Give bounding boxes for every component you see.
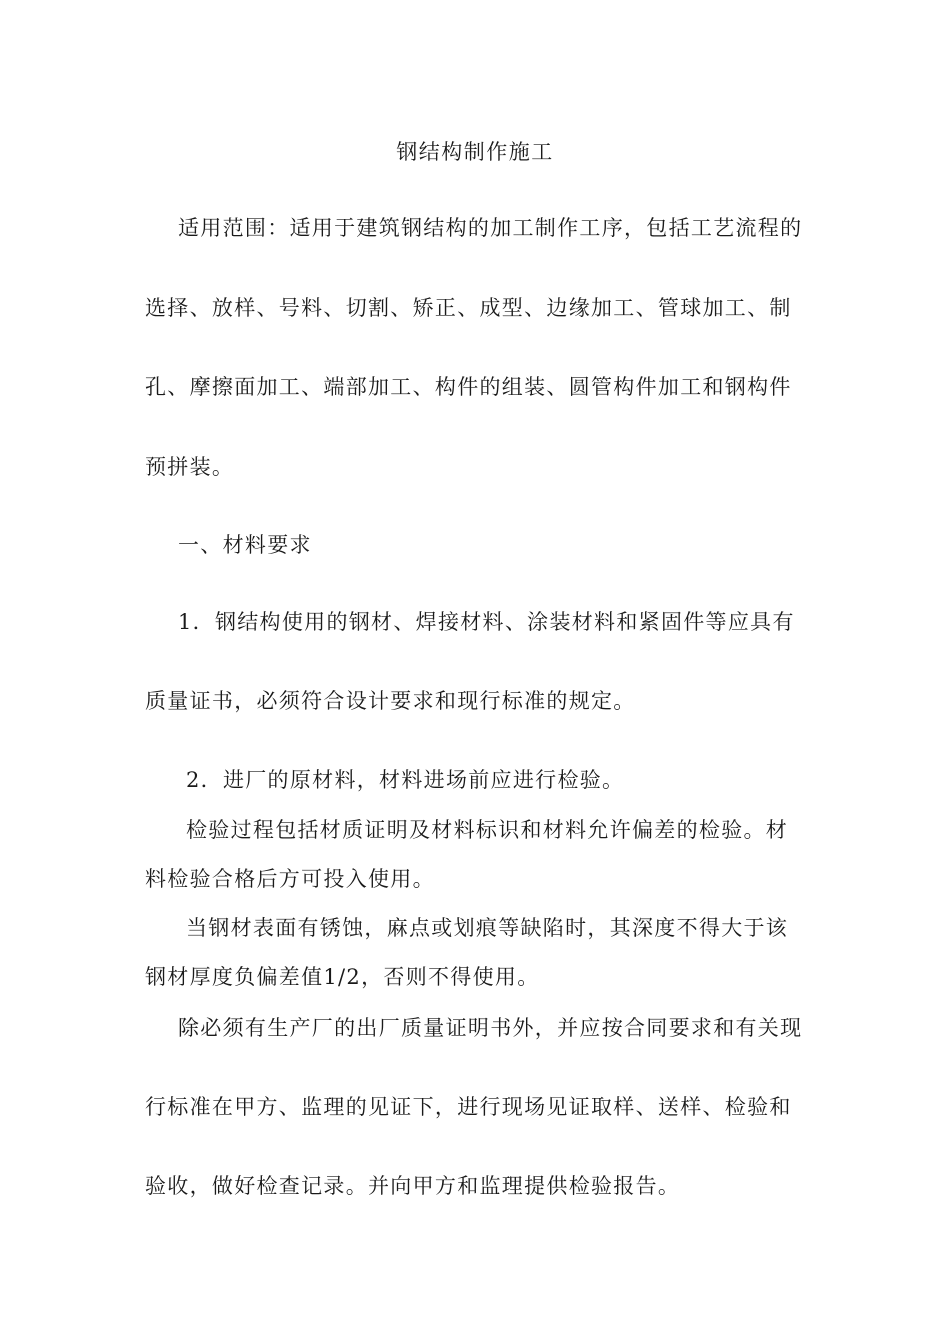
paragraph-scope-line-1: 适用范围：适用于建筑钢结构的加工制作工序，包括工艺流程的 — [178, 216, 803, 240]
item-1-line-1: 1．钢结构使用的钢材、焊接材料、涂装材料和紧固件等应具有 — [178, 610, 795, 634]
paragraph-scope-line-2: 选择、放样、号料、切割、矫正、成型、边缘加工、管球加工、制 — [145, 296, 792, 320]
paragraph-scope-line-3: 孔、摩擦面加工、端部加工、构件的组装、圆管构件加工和钢构件 — [145, 375, 792, 399]
inspection-line-2: 料检验合格后方可投入使用。 — [145, 867, 435, 891]
certificate-line-3: 验收，做好检查记录。并向甲方和监理提供检验报告。 — [145, 1174, 681, 1198]
paragraph-scope-line-4: 预拼装。 — [145, 455, 235, 479]
section-heading-materials: 一、材料要求 — [178, 533, 312, 557]
document-title: 钢结构制作施工 — [396, 140, 554, 164]
item-2-line: 2．进厂的原材料，材料进场前应进行检验。 — [186, 768, 625, 792]
corrosion-line-1: 当钢材表面有锈蚀，麻点或划痕等缺陷时，其深度不得大于该 — [186, 916, 789, 940]
inspection-line-1: 检验过程包括材质证明及材料标识和材料允许偏差的检验。材 — [186, 818, 789, 842]
corrosion-line-2: 钢材厚度负偏差值1/2，否则不得使用。 — [145, 965, 540, 989]
certificate-line-2: 行标准在甲方、监理的见证下，进行现场见证取样、送样、检验和 — [145, 1095, 792, 1119]
item-1-line-2: 质量证书，必须符合设计要求和现行标准的规定。 — [145, 689, 636, 713]
certificate-line-1: 除必须有生产厂的出厂质量证明书外，并应按合同要求和有关现 — [178, 1016, 803, 1040]
